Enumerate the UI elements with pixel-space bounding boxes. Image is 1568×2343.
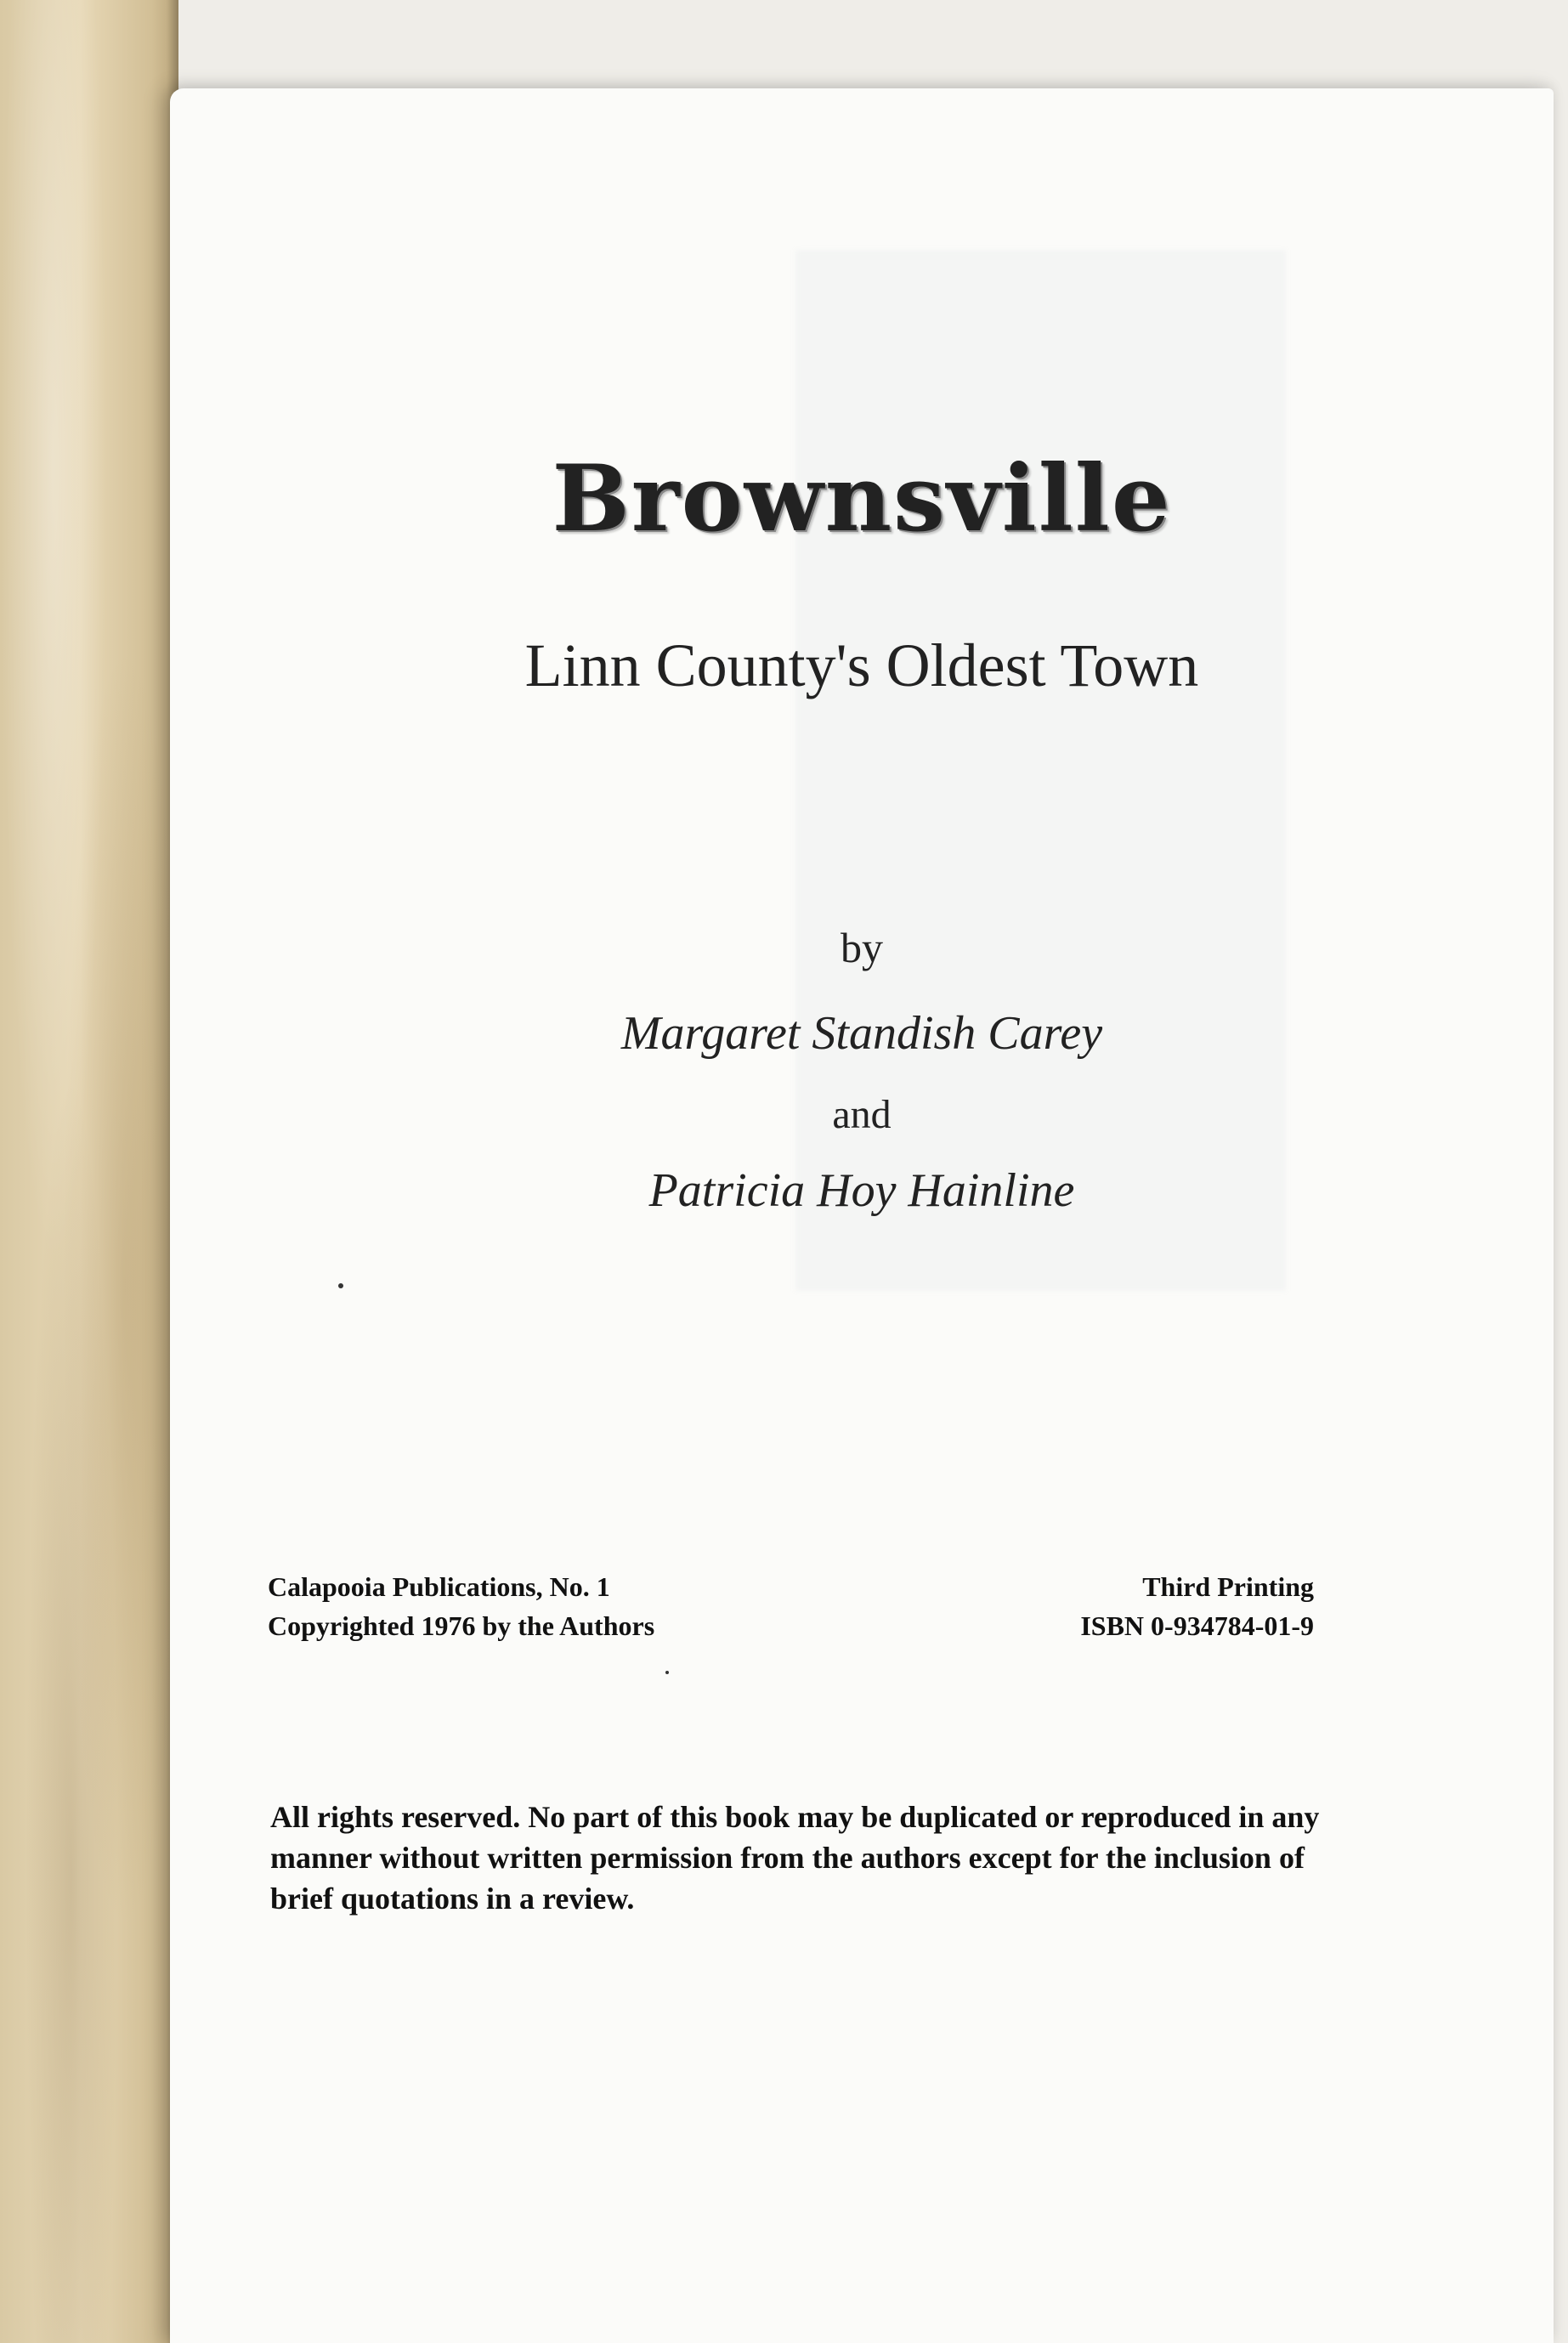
paper-speck [338,1283,343,1288]
publication-info-left [268,1567,654,1645]
author-1: Margaret Standish Carey [620,1007,1103,1060]
publication-series: Calapooia Publications, No. 1 [268,1571,610,1602]
book-subtitle: Linn County's Oldest Town [524,631,1199,699]
author-2: Patricia Hoy Hainline [648,1164,1075,1217]
isbn-line: ISBN 0-934784-01-9 [1080,1610,1314,1641]
by-label: by [841,924,883,971]
book-cover-edge [0,0,178,2343]
copyright-line: Copyrighted 1976 by the Authors [268,1610,655,1641]
rights-notice: All rights reserved. No part of this book may be duplicated or reproduced in any manner without written permission from the authors except for the inclusion of brief quotations in a review. [270,1800,1320,1916]
title-page [170,88,1554,2343]
book-title: Brownsville [552,445,1172,552]
paper-speck [665,1671,669,1674]
printing-line: Third Printing [1142,1571,1314,1602]
author-conjunction: and [832,1092,892,1137]
publication-info-right [1059,1567,1314,1645]
